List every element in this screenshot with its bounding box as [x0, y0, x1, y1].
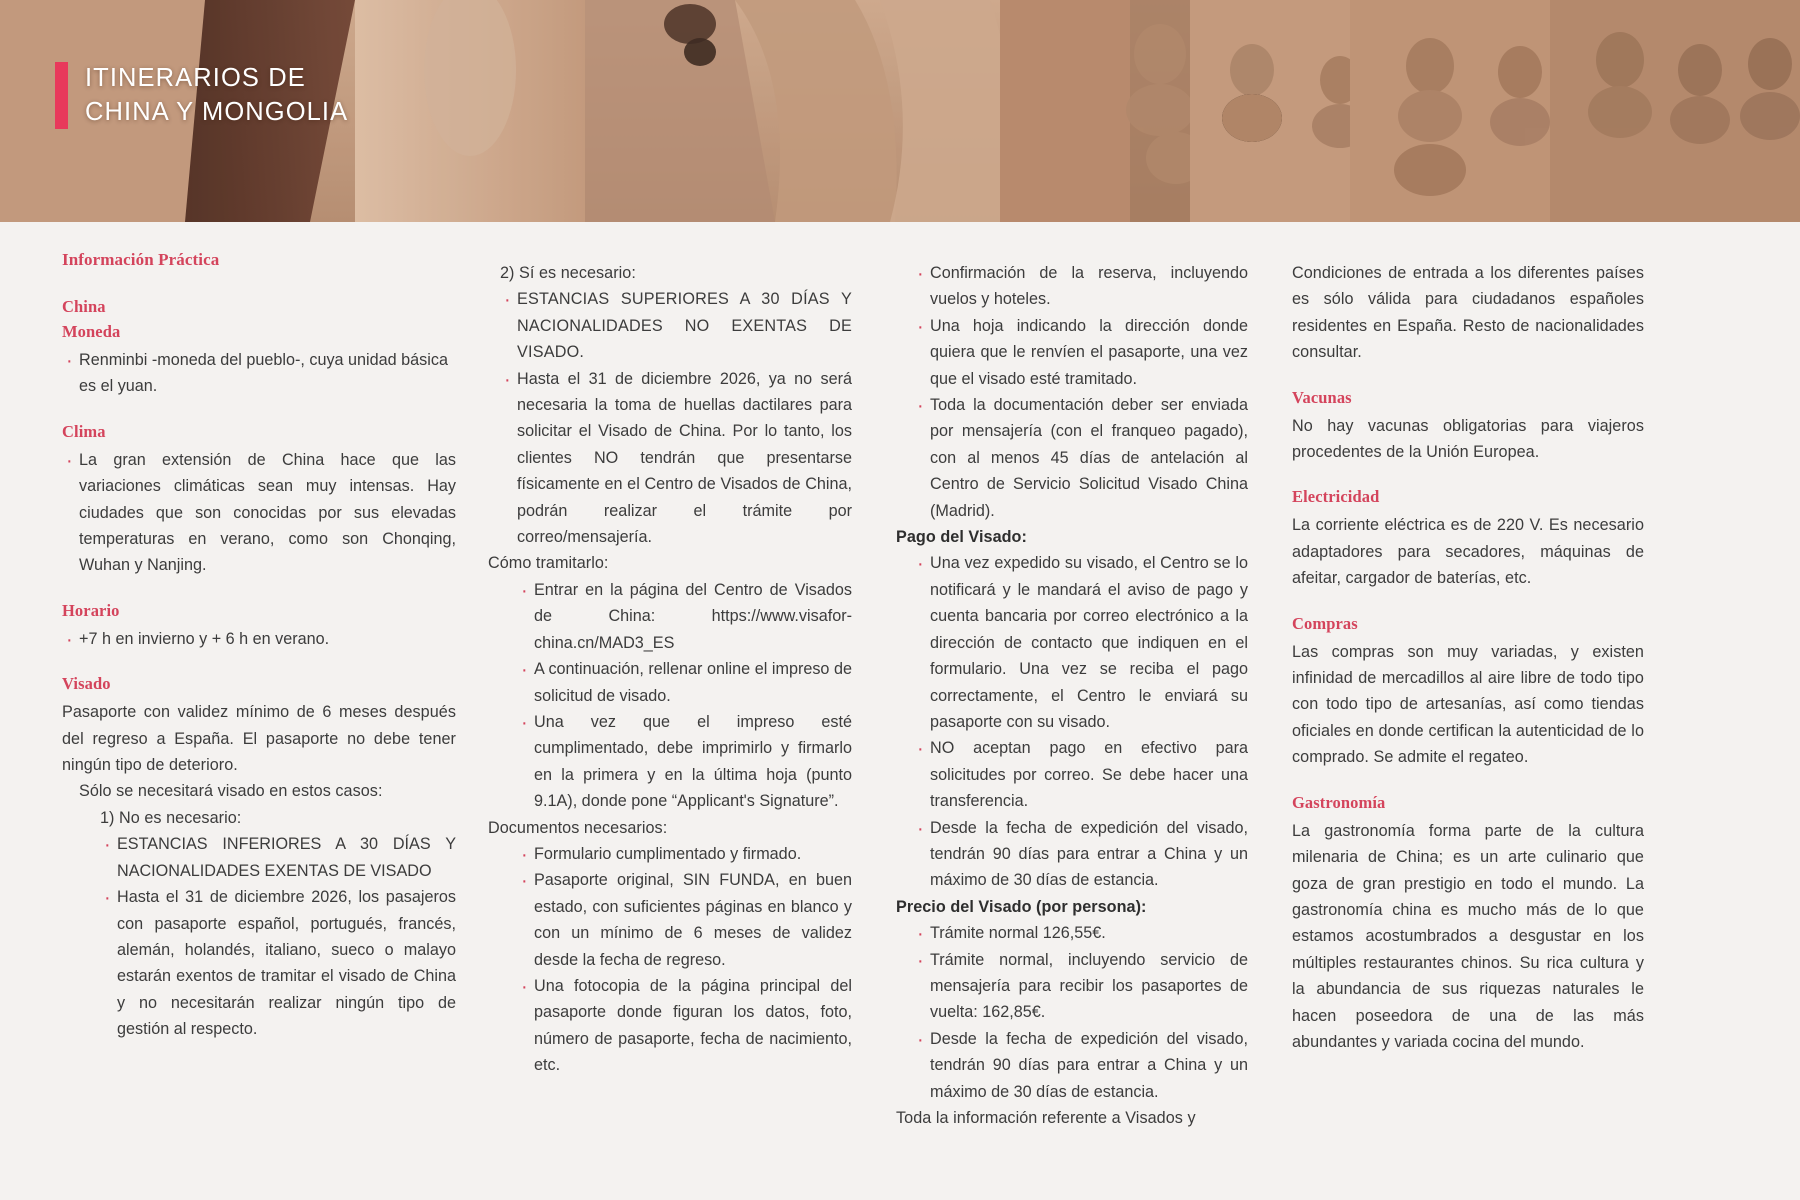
list-item: · ESTANCIAS SUPERIORES A 30 DÍAS Y NACIONALIDADES NO EXENTAS DE VISADO. [500, 286, 852, 365]
list-item: · Hasta el 31 de diciembre 2026, los pasajeros con pasaporte español, portugués, francés, alemán, holandés, italiano, sueco o malayo estarán exentos de tramitar el visado de China y no necesitarán realizar ningún tipo de gestión al respecto. [100, 884, 456, 1042]
visado-case-2-label: 2) Sí es necesario: [500, 264, 636, 282]
hero-title-block [55, 62, 348, 129]
page-title [85, 62, 348, 129]
horario-list [62, 626, 456, 652]
content-sheet [0, 222, 1800, 1200]
list-item: · +7 h en invierno y + 6 h en verano. [62, 626, 456, 652]
four-column-layout [62, 250, 1742, 1131]
heading-visado: Visado [62, 674, 111, 694]
hero-title-line-1: ITINERARIOS DE [85, 64, 306, 92]
list-item: · Desde la fecha de expedición del visado, tendrán 90 días para entrar a China y un máximo de 30 días de estancia. [913, 1026, 1248, 1105]
electricidad-text: La corriente eléctrica es de 220 V. Es necesario adaptadores para secadores, máquinas de afeitar, cargador de baterías, etc. [1292, 516, 1644, 588]
gastronomia-text: La gastronomía forma parte de la cultura milenaria de China; es un arte culinario que goza de gran prestigio en todo el mundo. La gastronomía china es mucho más de lo que estamos acostumbrados a desgustar en los múltiples restaurantes chinos. Su rica cultura y la abundancia de sus riquezas naturales le hacen poseedora de una de las más abundantes y variada cocina del mundo. [1292, 821, 1644, 1051]
tramite-list [500, 577, 852, 815]
column-3-footer-text: Toda la información referente a Visados y [896, 1109, 1196, 1127]
list-item: · Una fotocopia de la página principal del pasaporte donde figuran los datos, foto, número de pasaporte, fecha de nacimiento, etc. [517, 973, 852, 1079]
visado-paragraph-2: Sólo se necesitará visado en estos casos: [79, 782, 383, 801]
visado-paragraph-1: Pasaporte con validez mínimo de 6 meses después del regreso a España. El pasaporte no debe tener ningún tipo de deterioro. [62, 703, 456, 775]
heading-compras: Compras [1292, 613, 1358, 633]
heading-clima: Clima [62, 421, 106, 441]
precio-list [896, 920, 1248, 1105]
section-title-informacion-practica: Información Práctica [62, 250, 220, 269]
column-2 [488, 250, 852, 1131]
heading-moneda: Moneda [62, 322, 121, 341]
heading-precio-del-visado: Precio del Visado (por persona): [896, 897, 1147, 916]
list-item: · A continuación, rellenar online el impreso de solicitud de visado. [517, 656, 852, 709]
list-item: · Confirmación de la reserva, incluyendo vuelos y hoteles. [913, 260, 1248, 313]
hero-accent-bar [55, 62, 68, 129]
visado-case-2-list [500, 286, 852, 550]
vacunas-text: No hay vacunas obligatorias para viajeros procedentes de la Unión Europea. [1292, 416, 1644, 462]
condiciones-entrada-text: Condiciones de entrada a los diferentes países es sólo válida para ciudadanos españoles residentes en España. Resto de nacionalidades consultar. [1292, 264, 1644, 362]
list-item: · La gran extensión de China hace que las variaciones climáticas sean muy intensas. Hay ciudades que son conocidas por sus elevadas temperaturas en verano, como son Chonqing, Wuhan y Nanjing. [62, 447, 456, 579]
list-item: · Una vez que el impreso esté cumplimentado, debe imprimirlo y firmarlo en la primera y en la última hoja (punto 9.1A), donde pone “Applicant's Signature”. [517, 709, 852, 815]
list-item: · Formulario cumplimentado y firmado. [517, 841, 852, 867]
list-item: · NO aceptan pago en efectivo para solicitudes por correo. Se debe hacer una transferencia. [913, 735, 1248, 814]
column-4 [1292, 250, 1644, 1131]
list-item: · Toda la documentación deber ser enviada por mensajería (con el franqueo pagado), con al menos 45 días de antelación al Centro de Servicio Solicitud Visado China (Madrid). [913, 392, 1248, 524]
column-1 [62, 250, 456, 1131]
column-3 [896, 250, 1248, 1131]
list-item: · Entrar en la página del Centro de Visados de China: https://www.visafor-china.cn/MAD3_ES [517, 577, 852, 656]
documentos-necesarios-label: Documentos necesarios: [488, 818, 668, 837]
list-item: · Trámite normal 126,55€. [913, 920, 1248, 946]
hero-banner [0, 0, 1800, 222]
documentos-list [500, 841, 852, 1079]
moneda-list [62, 347, 456, 400]
list-item: · Una hoja indicando la dirección donde quiera que le renvíen el pasaporte, una vez que el visado esté tramitado. [913, 313, 1248, 392]
documentos-list-continued [896, 260, 1248, 524]
compras-text: Las compras son muy variadas, y existen infinidad de mercadillos al aire libre de todo tipo con todo tipo de artesanías, así como tiendas oficiales en donde certifican la autenticidad de lo comprado. Se admite el regateo. [1292, 642, 1644, 767]
como-tramitarlo-label: Cómo tramitarlo: [488, 554, 609, 573]
list-item: · Una vez expedido su visado, el Centro se lo notificará y le mandará el aviso de pago y cuenta bancaria por correo electrónico a la dirección de contacto que indiquen en el formulario. Una vez se reciba el pago correctamente, el Centro le enviará su pasaporte con su visado. [913, 550, 1248, 735]
heading-gastronomia: Gastronomía [1292, 792, 1386, 812]
clima-list [62, 447, 456, 579]
heading-electricidad: Electricidad [1292, 487, 1380, 507]
pago-list [896, 550, 1248, 893]
heading-vacunas: Vacunas [1292, 387, 1352, 407]
heading-horario: Horario [62, 600, 120, 620]
heading-china: China [62, 297, 106, 316]
list-item: · Desde la fecha de expedición del visado, tendrán 90 días para entrar a China y un máximo de 30 días de estancia. [913, 815, 1248, 894]
list-item: · Renminbi -moneda del pueblo-, cuya unidad básica es el yuan. [62, 347, 456, 400]
list-item: · Hasta el 31 de diciembre 2026, ya no será necesaria la toma de huellas dactilares para solicitar el Visado de China. Por lo tanto, los clientes NO tendrán que presentarse físicamente en el Centro de Visados de China, podrán realizar el trámite por correo/mensajería. [500, 366, 852, 551]
visado-case-1-label: 1) No es necesario: [100, 808, 242, 827]
hero-title-line-2: CHINA Y MONGOLIA [85, 97, 349, 126]
list-item: · Trámite normal, incluyendo servicio de mensajería para recibir los pasaportes de vuelta: 162,85€. [913, 947, 1248, 1026]
heading-pago-del-visado: Pago del Visado: [896, 528, 1027, 547]
visado-case-1-list [62, 831, 456, 1042]
list-item: · ESTANCIAS INFERIORES A 30 DÍAS Y NACIONALIDADES EXENTAS DE VISADO [100, 831, 456, 884]
list-item: · Pasaporte original, SIN FUNDA, en buen estado, con suficientes páginas en blanco y con un mínimo de 6 meses de validez desde la fecha de regreso. [517, 867, 852, 973]
